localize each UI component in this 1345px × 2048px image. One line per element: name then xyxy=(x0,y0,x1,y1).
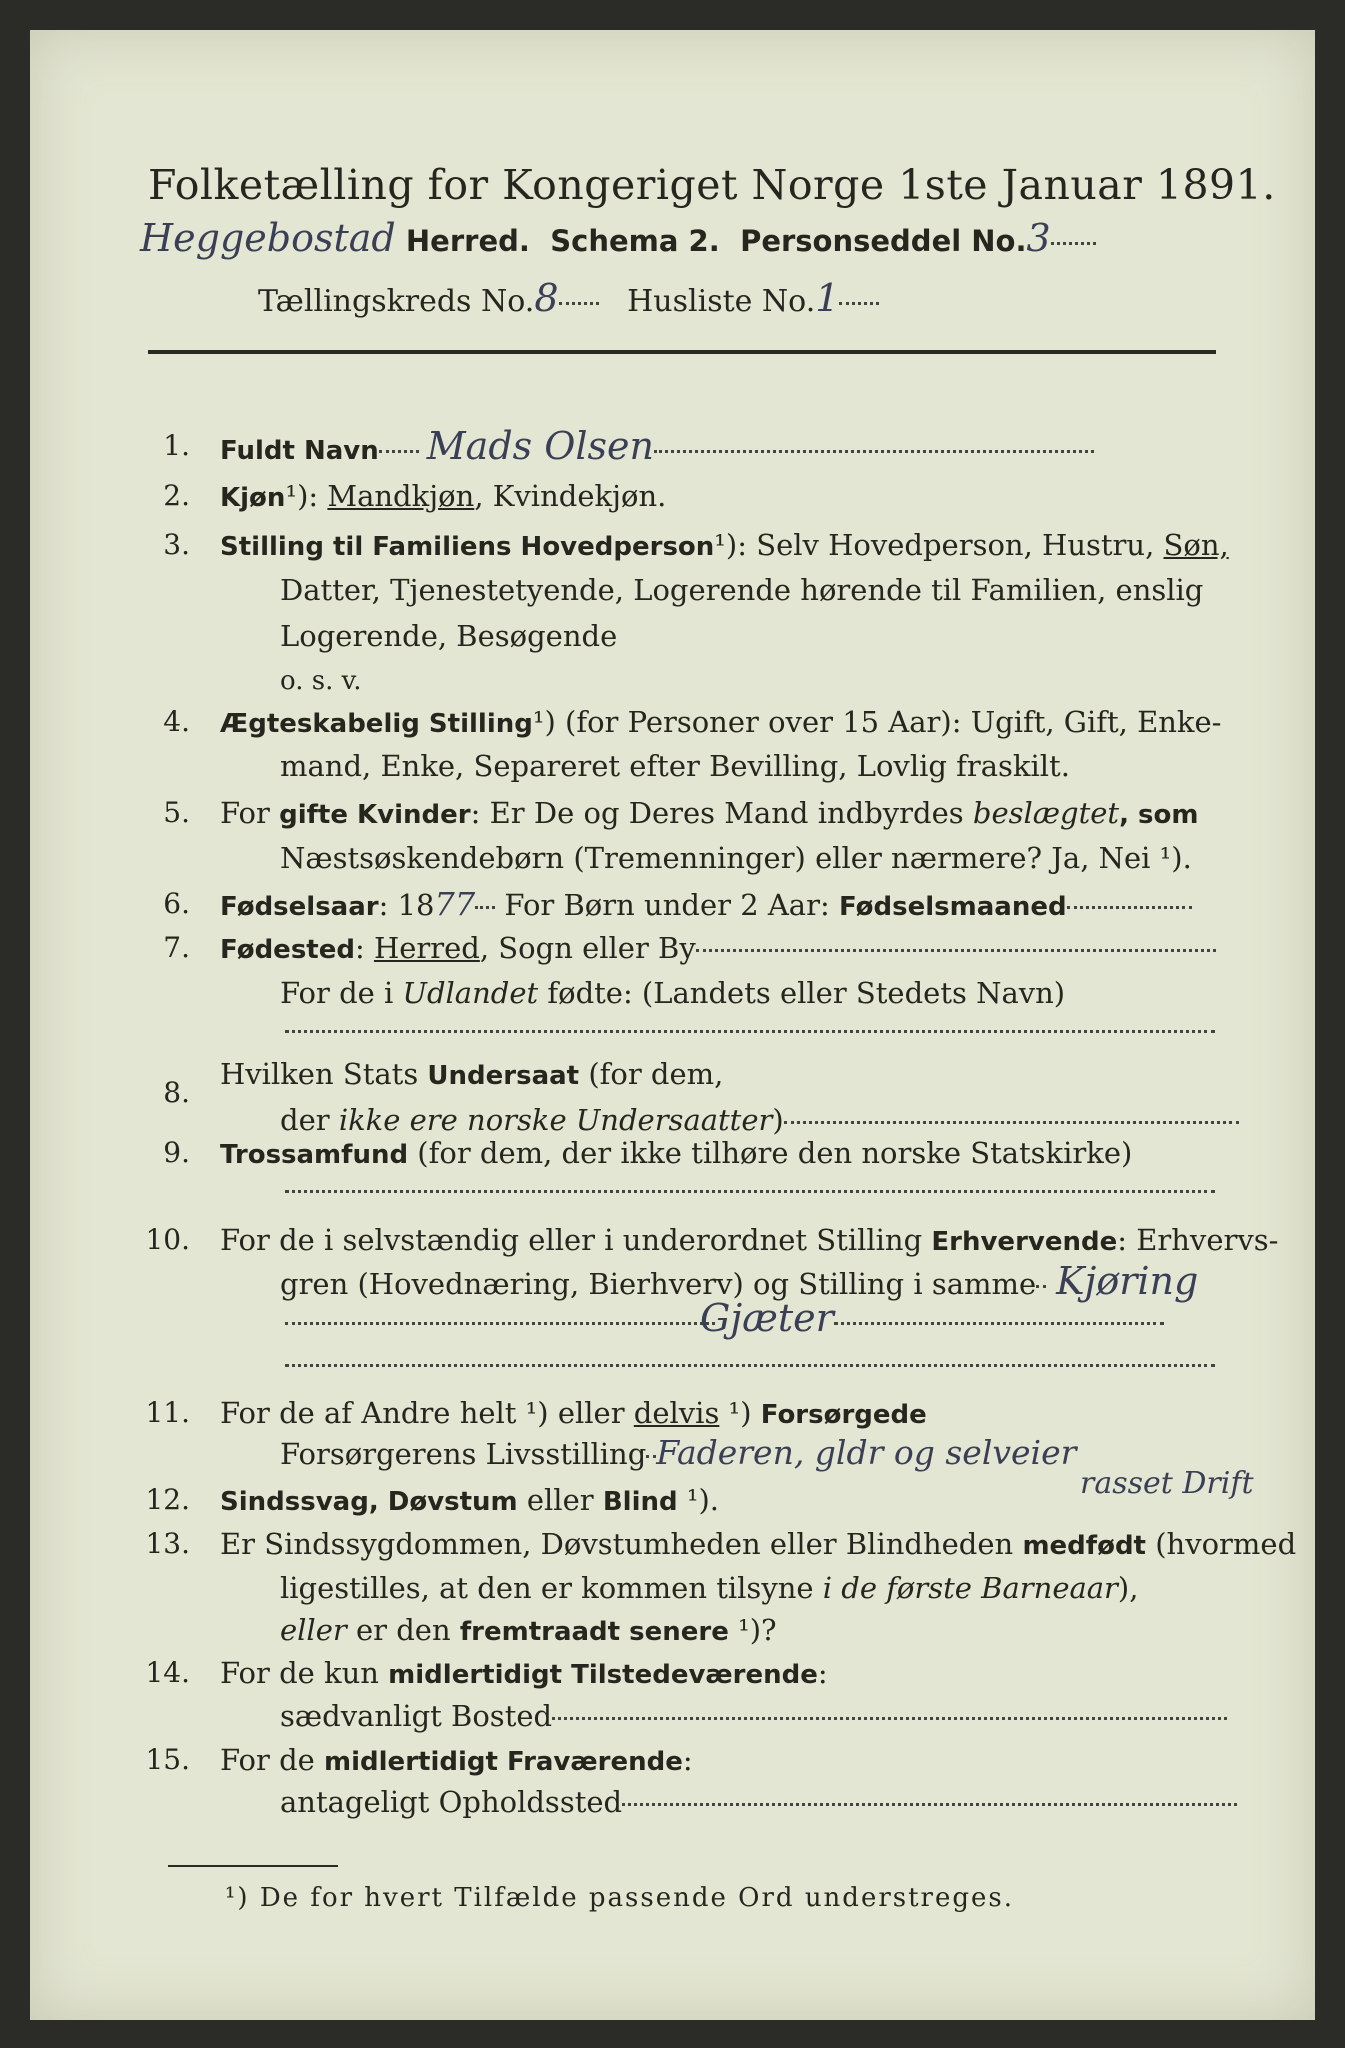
item-3-stilling: Stilling til Familiens Hovedperson¹): Selv Hovedperson, Hustru, Søn, xyxy=(220,528,1229,562)
header-divider xyxy=(148,350,1216,354)
item-10-answer-line xyxy=(285,1364,1215,1367)
birthyear-handwritten: 77 xyxy=(434,885,476,923)
personseddel-handwritten: 3 xyxy=(1026,216,1051,260)
item-1-fuldt-navn: Fuldt Navn Mads Olsen xyxy=(220,428,1094,469)
item-14-tilstedevaerende: For de kun midlertidigt Tilstedeværende: xyxy=(220,1656,828,1690)
item-number: 7. xyxy=(163,931,190,964)
item-15-fravaerende: For de midlertidigt Fraværende: xyxy=(220,1743,693,1777)
item-number: 9. xyxy=(163,1136,190,1169)
item-number: 11. xyxy=(145,1396,190,1429)
item-11-line-2: Forsørgerens Livsstilling Faderen, gldr og selveier xyxy=(280,1433,1077,1472)
herred-label: Herred. xyxy=(405,224,530,258)
item-13-line-2: ligestilles, at den er kommen tilsyne i de første Barneaar), xyxy=(280,1571,1139,1605)
item-15-line-2: antageligt Opholdssted xyxy=(280,1784,1237,1820)
header-row-2 xyxy=(258,276,879,320)
husliste-handwritten: 1 xyxy=(815,276,840,320)
item-6-fodselsaar: Fødselsaar: 1877 For Børn under 2 Aar: Fødselsmaaned xyxy=(220,886,1192,925)
kreds-label: Tællingskreds No. xyxy=(258,284,535,319)
kreds-handwritten: 8 xyxy=(534,276,559,320)
item-number: 14. xyxy=(145,1656,190,1689)
item-4-line-2: mand, Enke, Separeret efter Bevilling, Lovlig fraskilt. xyxy=(280,749,1070,783)
item-13-line-3: eller er den fremtraadt senere ¹)? xyxy=(280,1613,777,1647)
item-number: 12. xyxy=(145,1483,190,1516)
item-10-erhverv: For de i selvstændig eller i underordnet Stilling Erhvervende: Erhvervs- xyxy=(220,1223,1279,1257)
item-number: 13. xyxy=(145,1527,190,1560)
item-number: 5. xyxy=(163,796,190,829)
item-2-kjon: Kjøn¹): Mandkjøn, Kvindekjøn. xyxy=(220,479,667,513)
item-number: 2. xyxy=(163,479,190,512)
provider-handwritten: Faderen, gldr og selveier xyxy=(656,1433,1077,1472)
item-9-answer-line xyxy=(285,1190,1215,1193)
item-9-trossamfund: Trossamfund (for dem, der ikke tilhøre den norske Statskirke) xyxy=(220,1136,1133,1170)
item-number: 10. xyxy=(145,1223,190,1256)
item-5-line-2: Næstsøskendebørn (Tremenninger) eller nærmere? Ja, Nei ¹). xyxy=(280,841,1192,875)
provider-handwritten-2: rasset Drift xyxy=(1080,1466,1254,1501)
item-number: 3. xyxy=(163,528,190,561)
item-10-line-2: gren (Hovednæring, Bierhverv) og Stilling i samme Kjøring xyxy=(280,1259,1199,1303)
item-5-gifte-kvinder: For gifte Kvinder: Er De og Deres Mand indbyrdes beslægtet, som xyxy=(220,796,1199,830)
item-3-line-4: o. s. v. xyxy=(280,666,362,696)
item-11-forsorgede: For de af Andre helt ¹) eller delvis ¹) Forsørgede xyxy=(220,1396,927,1430)
item-4-aegteskab: Ægteskabelig Stilling¹) (for Personer over 15 Aar): Ugift, Gift, Enke- xyxy=(220,705,1222,739)
item-7-answer-line xyxy=(285,1030,1215,1033)
item-number: 8. xyxy=(163,1076,190,1109)
census-form-sheet xyxy=(30,30,1315,2020)
occupation-handwritten-2: Gjæter xyxy=(700,1296,834,1340)
name-handwritten: Mads Olsen xyxy=(426,424,654,468)
item-7-fodested: Fødested: Herred, Sogn eller By xyxy=(220,930,1216,968)
item-number: 4. xyxy=(163,705,190,738)
item-3-line-2: Datter, Tjenestetyende, Logerende hørende til Familien, enslig xyxy=(280,573,1204,607)
item-3-line-3: Logerende, Besøgende xyxy=(280,619,618,653)
item-8-undersaat: Hvilken Stats Undersaat (for dem, xyxy=(220,1057,724,1091)
item-12-sindssvag: Sindssvag, Døvstum eller Blind ¹). xyxy=(220,1483,719,1517)
item-14-line-2: sædvanligt Bosted xyxy=(280,1698,1227,1734)
item-13-medfodt: Er Sindssygdommen, Døvstumheden eller Blindheden medfødt (hvormed xyxy=(220,1527,1297,1561)
footnote: ¹) De for hvert Tilfælde passende Ord understreges. xyxy=(225,1883,1015,1913)
item-number: 1. xyxy=(163,429,190,462)
item-10-line-3 xyxy=(285,1296,1164,1340)
schema-label: Schema 2. xyxy=(550,224,720,258)
footnote-divider xyxy=(168,1865,338,1867)
item-8-line-2: der ikke ere norske Undersaatter) xyxy=(280,1102,1239,1138)
husliste-label: Husliste No. xyxy=(627,284,816,319)
form-title: Folketælling for Kongeriget Norge 1ste Januar 1891. xyxy=(148,161,1276,209)
header-row-1 xyxy=(140,216,1096,260)
item-number: 6. xyxy=(163,887,190,920)
occupation-handwritten: Kjøring xyxy=(1056,1259,1199,1303)
item-7-line-2: For de i Udlandet fødte: (Landets eller Stedets Navn) xyxy=(280,976,1066,1010)
herred-handwritten: Heggebostad xyxy=(140,216,396,260)
personseddel-label: Personseddel No. xyxy=(740,224,1027,258)
item-number: 15. xyxy=(145,1743,190,1776)
item-11-line-3 xyxy=(1080,1465,1254,1502)
